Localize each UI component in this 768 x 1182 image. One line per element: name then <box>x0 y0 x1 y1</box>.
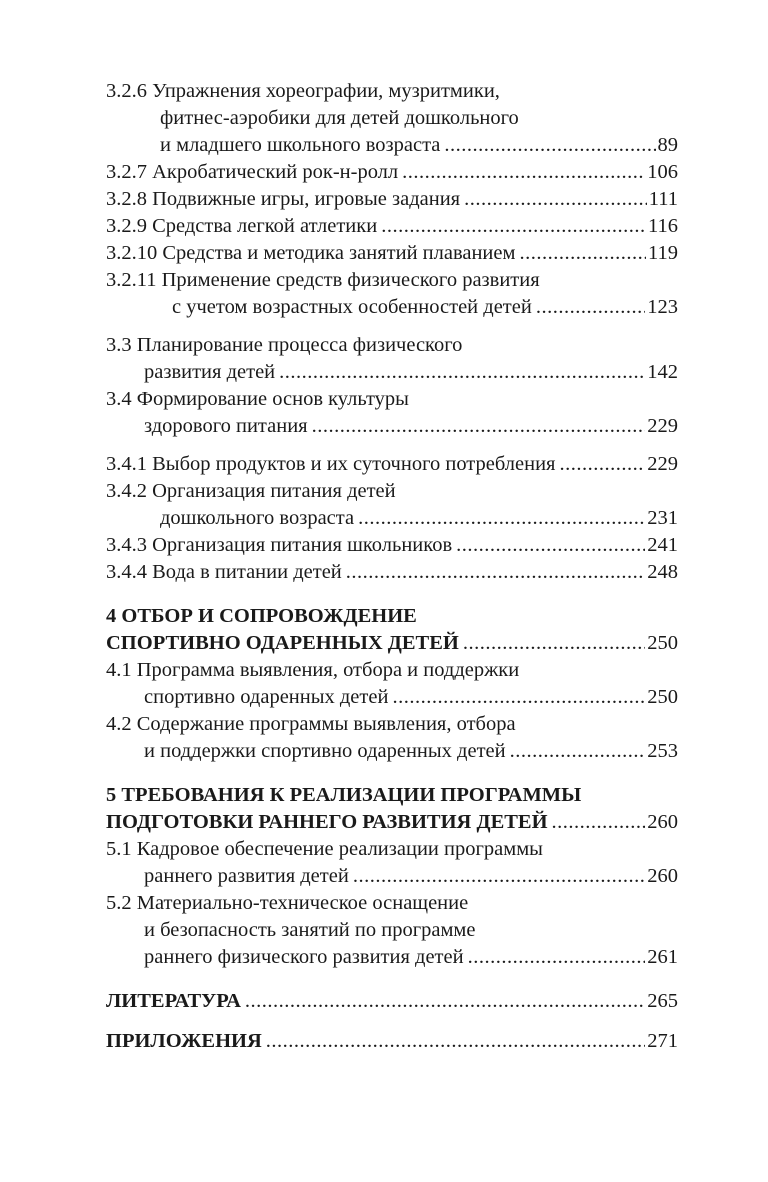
toc-entry-title-cont: раннего физического развития детей <box>144 946 464 968</box>
toc-entry-title: 3.4.4 Вода в питании детей <box>106 561 342 583</box>
page-number: 241 <box>647 534 678 556</box>
toc-entry-title-cont: спортивно одаренных детей <box>144 686 389 708</box>
toc-entry-title: 3.2.10 Средства и методика занятий плаванием <box>106 242 516 264</box>
page-number: 271 <box>647 1030 678 1052</box>
page-number: 89 <box>657 134 678 156</box>
toc-entry-title-cont: и безопасность занятий по программе <box>144 919 476 941</box>
toc-literature[interactable] <box>106 988 678 1015</box>
toc-section-title: ПРИЛОЖЕНИЯ <box>106 1030 262 1052</box>
toc-entry-title: 3.4.3 Организация питания школьников <box>106 534 453 556</box>
toc-entry-title: 3.3 Планирование процесса физического <box>106 334 463 356</box>
toc-section-4[interactable] <box>106 603 678 657</box>
toc-section-5[interactable] <box>106 782 678 836</box>
toc-entry-title-cont: и поддержки спортивно одаренных детей <box>144 740 506 762</box>
toc-entry-title: 3.4.2 Организация питания детей <box>106 480 396 502</box>
toc-entry-3-4[interactable] <box>106 386 678 440</box>
toc-entry-title-cont: и младшего школьного возраста <box>160 134 441 156</box>
toc-entry-title-cont: с учетом возрастных особенностей детей <box>172 296 532 318</box>
page-number: 229 <box>647 415 678 437</box>
toc-entry-title: 3.4 Формирование основ культуры <box>106 388 409 410</box>
page-number: 253 <box>647 740 678 762</box>
toc-entry-title-cont: фитнес-аэробики для детей дошкольного <box>160 107 519 129</box>
toc-section-title-cont: СПОРТИВНО ОДАРЕННЫХ ДЕТЕЙ <box>106 632 459 654</box>
page-number: 261 <box>647 946 678 968</box>
page-number: 260 <box>647 811 678 833</box>
table-of-contents <box>106 78 678 1055</box>
dot-leader <box>559 451 645 478</box>
toc-entry-title: 5.2 Материально-техническое оснащение <box>106 892 469 914</box>
dot-leader <box>468 944 646 971</box>
dot-leader <box>312 413 646 440</box>
dot-leader <box>381 213 646 240</box>
toc-entry-5-2[interactable] <box>106 890 678 971</box>
dot-leader <box>510 738 646 765</box>
toc-entry-title-cont: здорового питания <box>144 415 308 437</box>
page-number: 248 <box>647 561 678 583</box>
toc-section-title: 4 ОТБОР И СОПРОВОЖДЕНИЕ <box>106 605 417 627</box>
page-number: 123 <box>647 296 678 318</box>
toc-entry-3-4-4[interactable] <box>106 559 678 586</box>
page-number: 116 <box>648 215 678 237</box>
toc-entry-title: 3.2.7 Акробатический рок-н-ролл <box>106 161 399 183</box>
dot-leader <box>358 505 645 532</box>
toc-entry-title: 4.2 Содержание программы выявления, отбора <box>106 713 516 735</box>
page-number: 250 <box>647 686 678 708</box>
toc-entry-title: 3.2.9 Средства легкой атлетики <box>106 215 378 237</box>
dot-leader <box>464 186 647 213</box>
toc-section-title: ЛИТЕРАТУРА <box>106 990 241 1012</box>
toc-entry-3-2-6[interactable] <box>106 78 678 159</box>
page-number: 260 <box>647 865 678 887</box>
toc-entry-3-2-8[interactable] <box>106 186 678 213</box>
dot-leader <box>266 1028 645 1055</box>
toc-entry-4-1[interactable] <box>106 657 678 711</box>
dot-leader <box>463 630 645 657</box>
toc-section-title: 5 ТРЕБОВАНИЯ К РЕАЛИЗАЦИИ ПРОГРАММЫ <box>106 784 582 806</box>
dot-leader <box>245 988 645 1015</box>
toc-entry-title: 4.1 Программа выявления, отбора и поддержки <box>106 659 520 681</box>
toc-entry-title-cont: раннего развития детей <box>144 865 349 887</box>
dot-leader <box>444 132 655 159</box>
toc-entry-3-2-7[interactable] <box>106 159 678 186</box>
toc-entry-title-cont: развития детей <box>144 361 276 383</box>
toc-entry-title: 3.2.6 Упражнения хореографии, музритмики, <box>106 80 500 102</box>
page-number: 250 <box>647 632 678 654</box>
toc-entry-4-2[interactable] <box>106 711 678 765</box>
page-number: 111 <box>648 188 678 210</box>
toc-entry-title: 5.1 Кадровое обеспечение реализации программы <box>106 838 543 860</box>
page-number: 106 <box>647 161 678 183</box>
toc-entry-3-4-3[interactable] <box>106 532 678 559</box>
dot-leader <box>353 863 645 890</box>
page-number: 231 <box>647 507 678 529</box>
dot-leader <box>402 159 645 186</box>
page-number: 265 <box>647 990 678 1012</box>
toc-entry-title-cont: дошкольного возраста <box>160 507 355 529</box>
toc-entry-3-2-9[interactable] <box>106 213 678 240</box>
toc-appendices[interactable] <box>106 1028 678 1055</box>
toc-entry-title: 3.2.11 Применение средств физического развития <box>106 269 540 291</box>
toc-entry-title: 3.4.1 Выбор продуктов и их суточного потребления <box>106 453 556 475</box>
dot-leader <box>519 240 646 267</box>
toc-entry-3-2-11[interactable] <box>106 267 678 321</box>
dot-leader <box>392 684 645 711</box>
toc-entry-title: 3.2.8 Подвижные игры, игровые задания <box>106 188 461 210</box>
dot-leader <box>456 532 645 559</box>
toc-entry-3-3[interactable] <box>106 332 678 386</box>
dot-leader <box>279 359 645 386</box>
page-number: 142 <box>647 361 678 383</box>
toc-entry-3-2-10[interactable] <box>106 240 678 267</box>
page-number: 119 <box>648 242 678 264</box>
dot-leader <box>536 294 645 321</box>
toc-entry-5-1[interactable] <box>106 836 678 890</box>
toc-section-title-cont: ПОДГОТОВКИ РАННЕГО РАЗВИТИЯ ДЕТЕЙ <box>106 811 548 833</box>
toc-entry-3-4-2[interactable] <box>106 478 678 532</box>
dot-leader <box>552 809 646 836</box>
page-number: 229 <box>647 453 678 475</box>
toc-entry-3-4-1[interactable] <box>106 451 678 478</box>
dot-leader <box>346 559 645 586</box>
